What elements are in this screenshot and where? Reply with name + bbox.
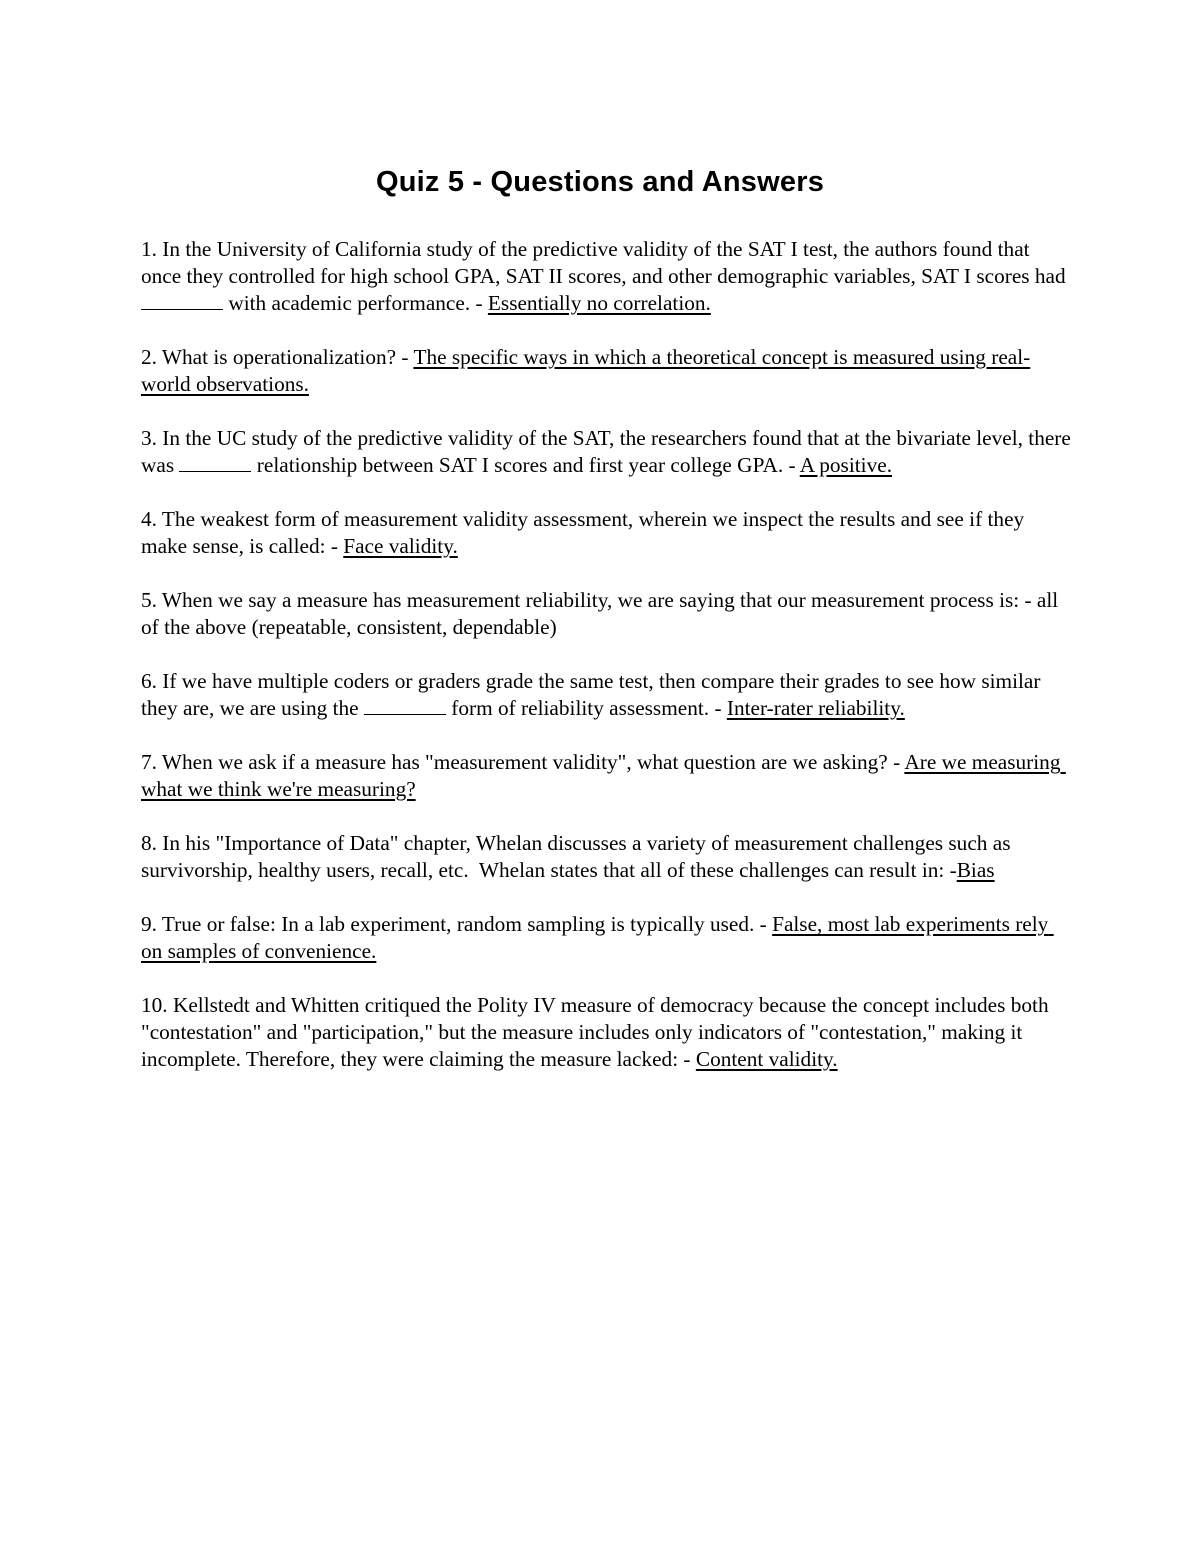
page-title: Quiz 5 - Questions and Answers [375,166,825,198]
answer-text: Content validity. [695,1047,838,1071]
answer-text: The specific ways in which a theoretical concept is measured using real-world observations. [141,345,1031,396]
answer-blank [141,291,223,310]
question-text: 5. When we say a measure has measurement reliability, we are saying that our measurement process is: - all of the above (repeatable, consistent, dependable) [141,588,1064,639]
answer-text: False, most lab experiments rely on samples of convenience. [141,912,1054,963]
question-5 [141,587,1071,641]
answer-text: A positive. [799,453,893,477]
question-text: 7. When we ask if a measure has "measurement validity", what question are we asking? - [141,750,905,774]
answer-text: Are we measuring what we think we're measuring? [141,750,1066,801]
answer-blank [364,696,446,715]
question-2 [141,344,1071,398]
question-text: 9. True or false: In a lab experiment, random sampling is typically used. - [141,912,773,936]
question-text: 4. The weakest form of measurement validity assessment, wherein we inspect the results and see if they make sense, is called: - [141,507,1030,558]
question-text: 3. In the UC study of the predictive validity of the SAT, the researchers found that at the bivariate level, there was [141,426,1077,477]
question-8 [141,830,1071,884]
answer-text: Essentially no correlation. [487,291,711,315]
question-7 [141,749,1071,803]
question-text: 10. Kellstedt and Whitten critiqued the Polity IV measure of democracy because the concept includes both "contestation" and "participation," but the measure includes only indicators of "contestation," making it incomplete. Therefore, they were claiming the measure lacked: - [141,993,1054,1071]
question-3 [141,425,1077,479]
question-text: 1. In the University of California study of the predictive validity of the SAT I test, the authors found that once they controlled for high school GPA, SAT II scores, and other demographic variables, SAT I scores had [141,237,1071,288]
answer-text: Bias [956,858,995,882]
question-text: 6. If we have multiple coders or graders grade the same test, then compare their grades to see how similar they are, we are using the [141,669,1046,720]
question-text: 8. In his "Importance of Data" chapter, Whelan discusses a variety of measurement challenges such as survivorship, healthy users, recall, etc. Whelan states that all of these challenges can result in: - [141,831,1016,882]
question-text: 2. What is operationalization? - [141,345,414,369]
question-text-continued: with academic performance. - [223,291,488,315]
question-text-continued: relationship between SAT I scores and first year college GPA. - [251,453,800,477]
question-6 [141,668,1071,722]
answer-text: Face validity. [343,534,458,558]
question-list [141,236,1077,1100]
question-4 [141,506,1071,560]
question-10 [141,992,1071,1073]
question-text-continued: form of reliability assessment. - [445,696,727,720]
question-1 [141,236,1071,317]
answer-text: Inter-rater reliability. [726,696,905,720]
answer-blank [179,453,251,472]
question-9 [141,911,1071,965]
